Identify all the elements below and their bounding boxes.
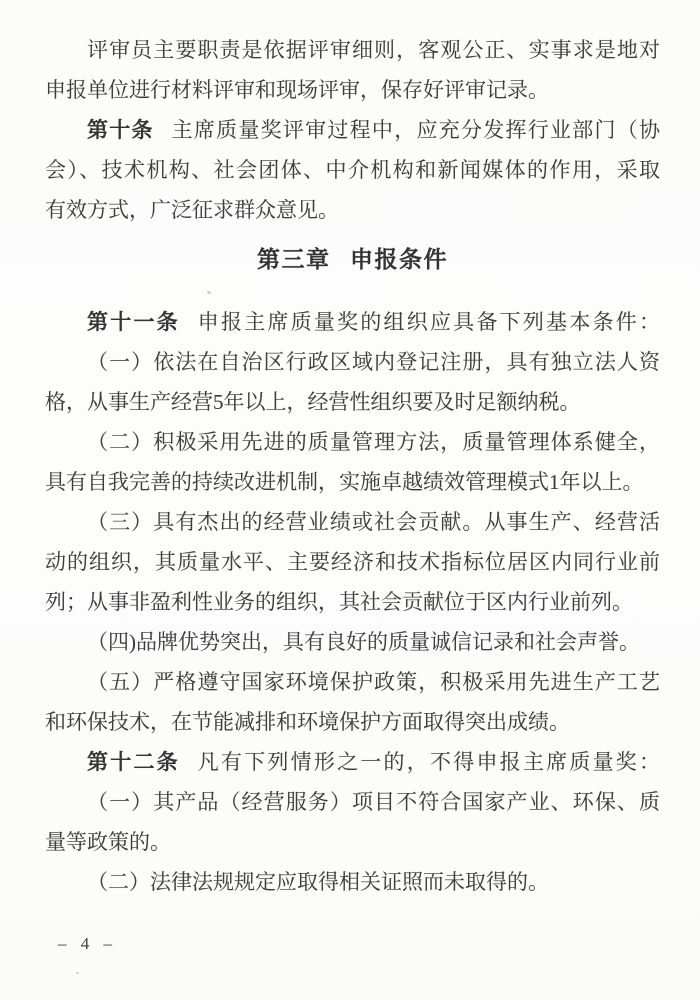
page-number: – 4 – — [58, 934, 117, 953]
article-number: 第十二条 — [87, 750, 180, 774]
text-line: （五）严格遵守国家环境保护政策，积极采用先进生产工艺 — [87, 670, 660, 694]
article-number: 第十条 — [87, 118, 154, 142]
text-line: （一）其产品（经营服务）项目不符合国家产业、环保、质 — [87, 790, 660, 814]
chapter-title: 申报条件 — [350, 247, 449, 272]
text-line: （二）法律法规规定应取得相关证照而未取得的。 — [87, 870, 549, 894]
paragraph — [45, 30, 660, 110]
paragraph — [45, 342, 660, 422]
article-number: 第十一条 — [87, 310, 180, 334]
text-line: 列；从事非盈利性业务的组织，其社会贡献位于区内行业前列。 — [45, 590, 633, 614]
paragraph — [45, 782, 660, 862]
paragraph — [45, 302, 660, 342]
text-line: 有效方式，广泛征求群众意见。 — [45, 198, 339, 222]
text-line: 第十一条 申报主席质量奖的组织应具备下列基本条件： — [87, 310, 660, 334]
paragraph — [45, 422, 660, 502]
scan-speck — [76, 972, 79, 974]
text-line: （三）具有杰出的经营业绩或社会贡献。从事生产、经营活 — [87, 510, 660, 534]
paragraph — [45, 622, 660, 662]
chapter-number: 第三章 — [256, 247, 331, 272]
text-line: 第十条 主席质量奖评审过程中，应充分发挥行业部门（协 — [87, 118, 660, 142]
text-line: 申报单位进行材料评审和现场评审，保存好评审记录。 — [45, 78, 549, 102]
paragraph — [45, 502, 660, 622]
paragraph — [45, 110, 660, 230]
text-line: 量等政策的。 — [45, 830, 171, 854]
text-line: 动的组织，其质量水平、主要经济和技术指标位居区内同行业前 — [45, 550, 660, 574]
text-line: （一）依法在自治区行政区域内登记注册，具有独立法人资 — [87, 350, 660, 374]
paragraph — [45, 862, 660, 902]
text-line: 格，从事生产经营5年以上，经营性组织要及时足额纳税。 — [45, 390, 581, 414]
text-line: （四)品牌优势突出，具有良好的质量诚信记录和社会声誉。 — [87, 630, 640, 654]
text-line: 评审员主要职责是依据评审细则，客观公正、实事求是地对 — [87, 38, 660, 62]
text-line: 具有自我完善的持续改进机制，实施卓越绩效管理模式1年以上。 — [45, 470, 644, 494]
chapter-heading — [45, 240, 660, 280]
text-line: （二）积极采用先进的质量管理方法，质量管理体系健全， — [87, 430, 660, 454]
text-line: 和环保技术，在节能减排和环境保护方面取得突出成绩。 — [45, 710, 570, 734]
text-line: 会）、技术机构、社会团体、中介机构和新闻媒体的作用，采取 — [45, 158, 660, 182]
paragraph — [45, 662, 660, 742]
paragraph — [45, 742, 660, 782]
text-line: 第十二条 凡有下列情形之一的，不得申报主席质量奖： — [87, 750, 660, 774]
